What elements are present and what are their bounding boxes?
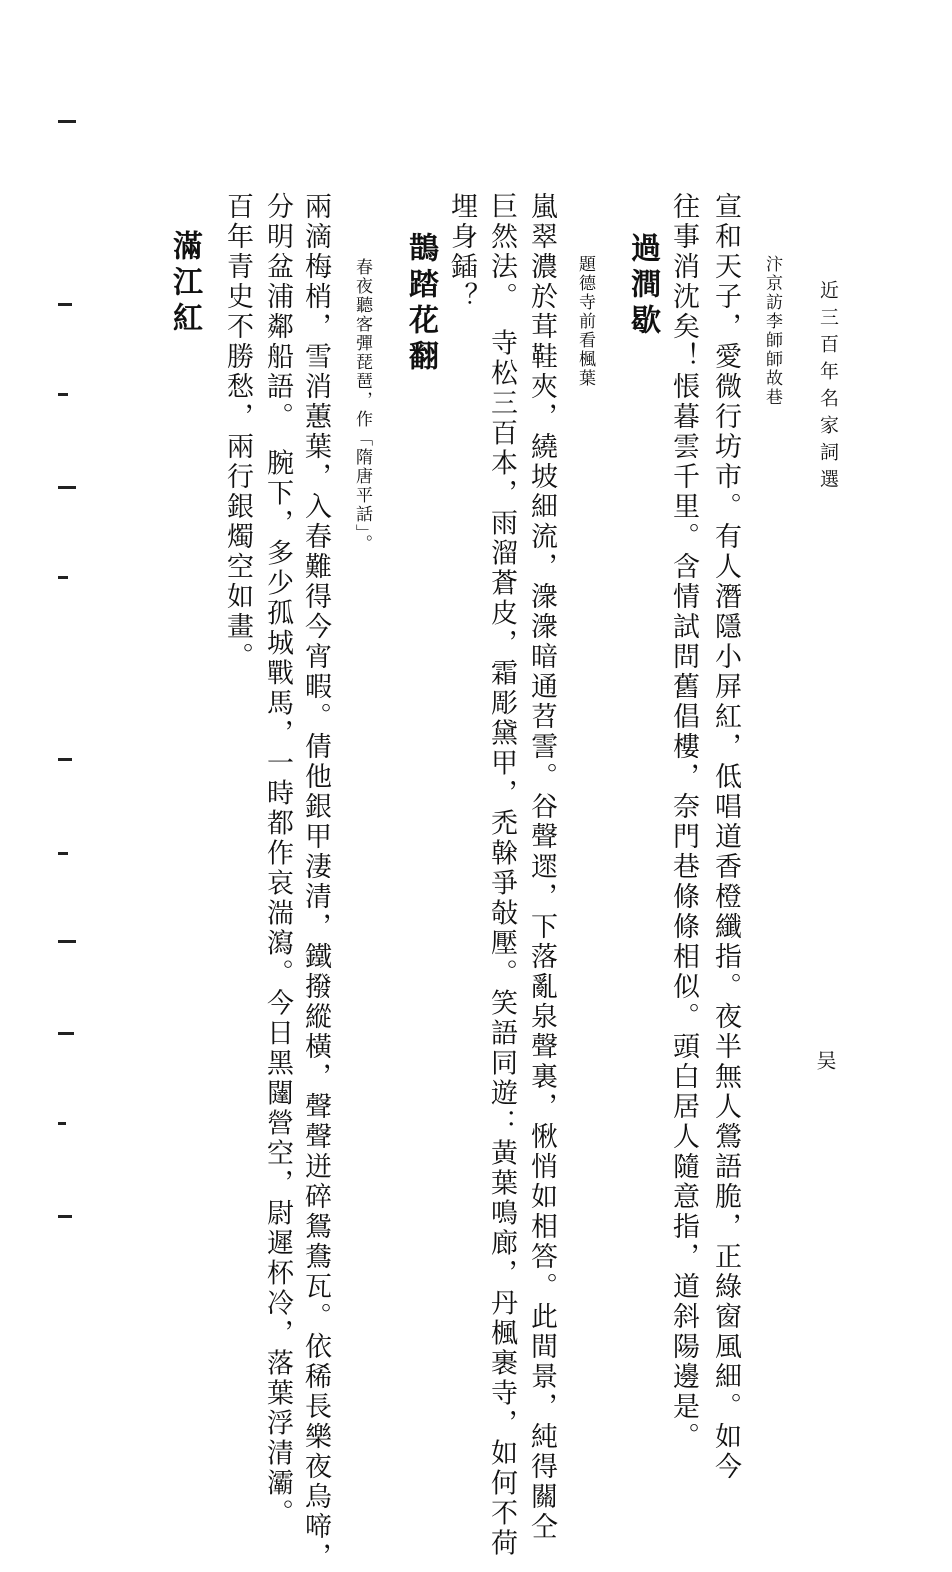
poem-line: 巨然法。 寺松三百本，雨溜蒼皮，霜彫黛甲，禿榦爭敧壓。笑語同遊：黃葉鳴廊，丹楓裹寺，如何不荷: [486, 192, 517, 1559]
poem-subtitle: 汴京訪李師師故巷: [762, 255, 782, 407]
poem-line: 宣和天子，愛微行坊市。有人潛隱小屏紅，低唱道香橙纖指。夜半無人鶯語脆，正綠窗風細。如今: [710, 192, 741, 1482]
poem-title: 滿江紅: [167, 230, 202, 338]
poem-line: 嵐翠濃於茸鞋夾，繞坡細流，潨潨暗通苕霅。谷聲遝，下落亂泉聲裏，愀悄如相答。此間景，純得關仝: [526, 192, 557, 1542]
poem-subtitle: 題德寺前看楓葉: [575, 255, 595, 388]
poem-line: 往事消沈矣！悵暮雲千里。含情試問舊倡樓，奈門巷條條相似。頭白居人隨意指，道斜陽邊是。: [668, 192, 699, 1452]
poem-line: 分明盆浦鄰船語。 腕下，多少孤城戰馬，一時都作哀湍瀉。今日黑闥營空，尉遲杯冷，落葉浮清灞。: [262, 192, 293, 1529]
poem-title: 過澗歇: [625, 232, 660, 340]
poem-line: 兩滴梅梢，雪消蕙葉，入春難得今宵暇。倩他銀甲淒清，鐵撥縱橫，聲聲迸碎鴛鴦瓦。依稀長樂夜烏啼，: [300, 192, 331, 1572]
poem-subtitle: 春夜聽客彈琵琶，作「隋唐平話」。: [352, 258, 372, 554]
running-title: 近三百年名家詞選: [817, 280, 839, 496]
poem-line: 百年青史不勝愁，兩行銀燭空如畫。: [222, 192, 253, 672]
poem-title: 鵲踏花翻: [403, 232, 438, 376]
page-number: 吴: [813, 1050, 837, 1071]
poem-line: 埋身鍤？: [446, 192, 477, 312]
